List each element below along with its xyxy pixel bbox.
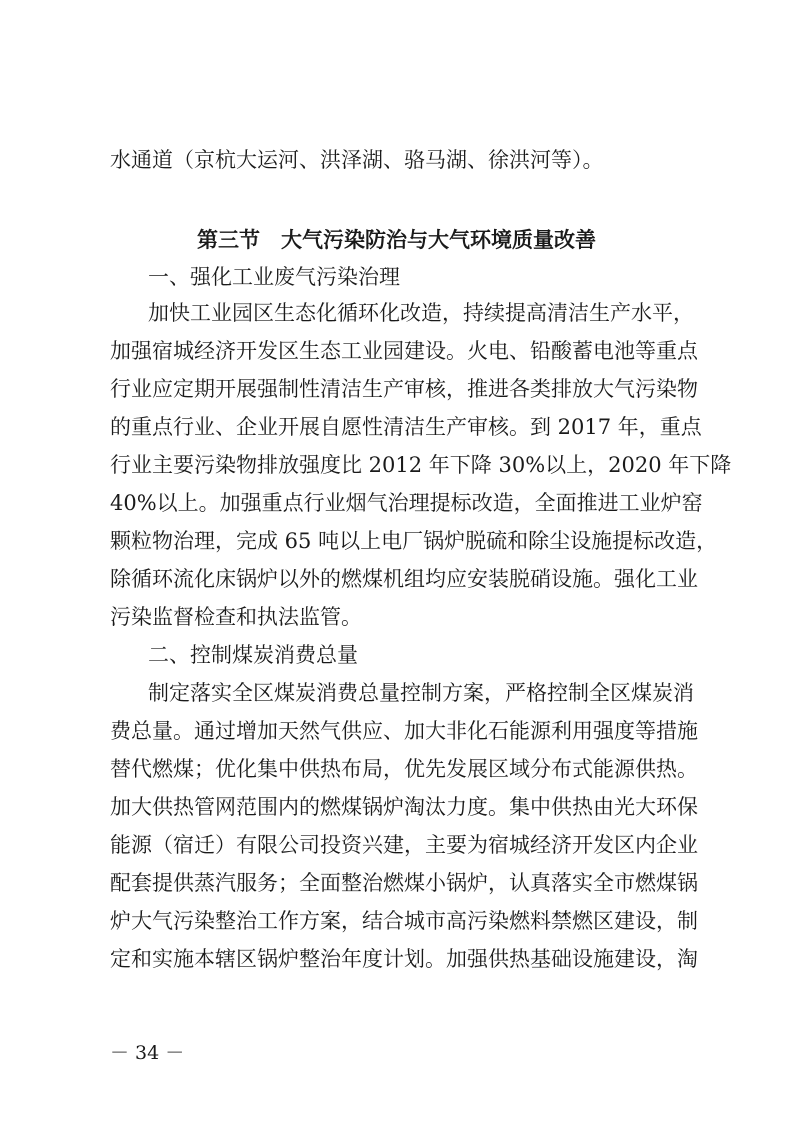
- paragraph-line: 能源（宿迁）有限公司投资兴建，主要为宿城经济开发区内企业: [110, 833, 698, 857]
- paragraph-line: 40%以上。加强重点行业烟气治理提标改造，全面推进工业炉窑: [110, 491, 703, 515]
- paragraph-line: 颗粒物治理，完成 65 吨以上电厂锅炉脱硫和除尘设施提标改造，: [110, 529, 718, 553]
- paragraph-line: 加快工业园区生态化循环化改造，持续提高清洁生产水平，: [148, 301, 694, 325]
- paragraph-line: 替代燃煤；优化集中供热布局，优先发展区域分布式能源供热。: [110, 757, 698, 781]
- subsection-title-1: 一、强化工业废气污染治理: [148, 265, 400, 289]
- section-title: 第三节 大气污染防治与大气环境质量改善: [197, 228, 596, 252]
- paragraph-line: 加大供热管网范围内的燃煤锅炉淘汰力度。集中供热由光大环保: [110, 795, 698, 819]
- paragraph-line: 定和实施本辖区锅炉整治年度计划。加强供热基础设施建设，淘: [110, 947, 698, 971]
- paragraph-line: 行业主要污染物排放强度比 2012 年下降 30%以上，2020 年下降: [110, 453, 732, 477]
- paragraph-line: 费总量。通过增加天然气供应、加大非化石能源利用强度等措施: [110, 719, 698, 743]
- paragraph-line: 水通道（京杭大运河、洪泽湖、骆马湖、徐洪河等）。: [110, 148, 604, 172]
- paragraph-line: 加强宿城经济开发区生态工业园建设。火电、铅酸蓄电池等重点: [110, 339, 698, 363]
- paragraph-line: 炉大气污染整治工作方案，结合城市高污染燃料禁燃区建设，制: [110, 909, 698, 933]
- paragraph-line: 污染监督检查和执法监管。: [110, 605, 362, 629]
- paragraph-line: 除循环流化床锅炉以外的燃煤机组均应安装脱硝设施。强化工业: [110, 567, 698, 591]
- paragraph-line: 行业应定期开展强制性清洁生产审核，推进各类排放大气污染物: [110, 377, 698, 401]
- page-number: － 34 －: [110, 1042, 185, 1064]
- paragraph-line: 的重点行业、企业开展自愿性清洁生产审核。到 2017 年，重点: [110, 415, 702, 439]
- paragraph-line: 制定落实全区煤炭消费总量控制方案，严格控制全区煤炭消: [148, 681, 694, 705]
- subsection-title-2: 二、控制煤炭消费总量: [148, 643, 358, 667]
- paragraph-line: 配套提供蒸汽服务；全面整治燃煤小锅炉，认真落实全市燃煤锅: [110, 871, 698, 895]
